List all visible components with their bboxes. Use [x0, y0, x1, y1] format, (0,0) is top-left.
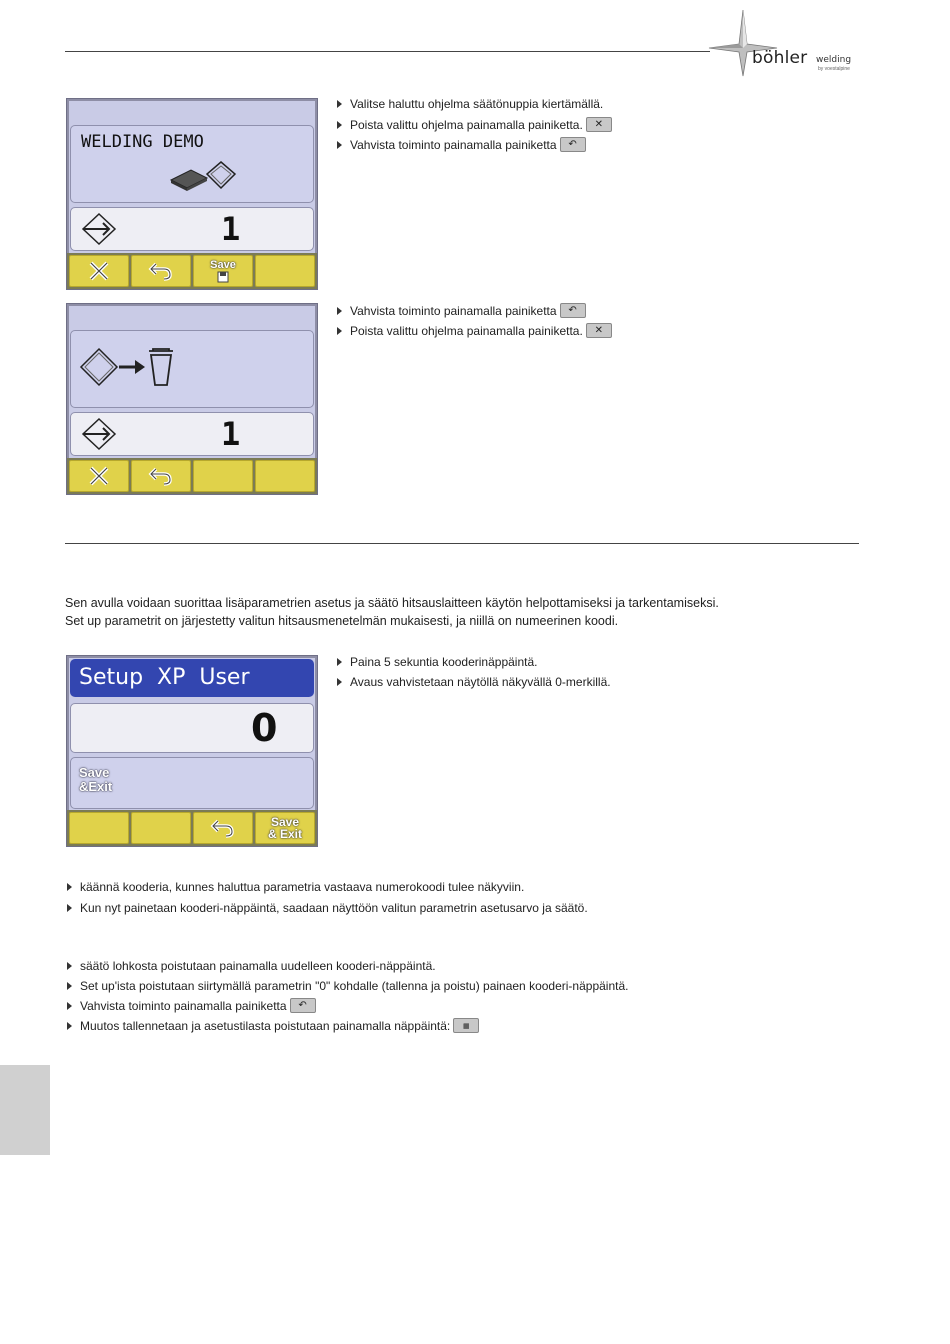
program-number: 1	[221, 210, 241, 248]
section-rule	[65, 543, 859, 544]
list-item: Paina 5 sekuntia kooderinäppäintä.	[335, 655, 537, 669]
softkey-bar	[67, 253, 317, 289]
list-item: Kun nyt painetaan kooderi-näppäintä, saadaan näyttöön valitun parametrin asetusarvo ja säätö.	[65, 901, 588, 915]
recall-arrow-icon	[81, 212, 121, 246]
undo-icon	[148, 465, 174, 487]
brand-tagline: by voestalpine	[818, 66, 850, 72]
list-item: Vahvista toiminto painamalla painiketta ↶	[335, 303, 586, 318]
floppy-icon	[217, 271, 229, 283]
recall-arrow-icon	[81, 417, 121, 451]
softkey-save[interactable]	[193, 255, 253, 287]
list-item: Avaus vahvistetaan näytöllä näkyvällä 0-merkillä.	[335, 675, 611, 689]
setup-title-bar	[70, 659, 314, 697]
softkey-save-exit[interactable]	[255, 812, 315, 844]
softkey-cancel[interactable]	[69, 255, 129, 287]
softkey-cancel[interactable]	[69, 460, 129, 492]
list-item: Muutos tallennetaan ja asetustilasta poistutaan painamalla näppäintä: ▦	[65, 1018, 479, 1033]
softkey-back[interactable]	[131, 460, 191, 492]
delete-to-trash-icon	[79, 345, 179, 391]
setup-value-panel	[70, 703, 314, 753]
save-label: Save	[210, 258, 236, 271]
softkey-bar	[67, 458, 317, 494]
program-number: 1	[221, 415, 241, 453]
softkey-empty[interactable]	[69, 812, 129, 844]
setup-title: Setup XP User	[79, 665, 250, 690]
header-rule	[65, 51, 710, 52]
intro-line: Sen avulla voidaan suorittaa lisäparametrien asetus ja säätö hitsauslaitteen käytön helpottamiseksi ja tarkentamiseksi.	[65, 596, 719, 610]
undo-icon	[148, 260, 174, 282]
brand-sub: welding	[816, 55, 852, 65]
softkey-empty[interactable]	[131, 812, 191, 844]
lcd-screen-setup	[66, 655, 318, 847]
x-icon	[88, 465, 110, 487]
softkey-empty[interactable]	[255, 460, 315, 492]
x-icon	[88, 260, 110, 282]
list-item: Vahvista toiminto painamalla painiketta ↶	[335, 137, 586, 152]
side-tab	[0, 1065, 50, 1155]
save-exit-softkey-label: Save & Exit	[267, 815, 302, 841]
screen-title: WELDING DEMO	[81, 132, 204, 152]
list-item: säätö lohkosta poistutaan painamalla uudelleen kooderi-näppäintä.	[65, 959, 436, 973]
program-number-panel	[70, 207, 314, 251]
softkey-empty[interactable]	[255, 255, 315, 287]
softkey-back[interactable]	[131, 255, 191, 287]
softkey-empty[interactable]	[193, 460, 253, 492]
memory-chip-icon	[169, 160, 241, 194]
softkey-bar	[67, 810, 317, 846]
lcd-screen-program	[66, 98, 318, 290]
save-exit-panel	[70, 757, 314, 809]
list-item: Set up'ista poistutaan siirtymällä parametrin "0" kohdalle (tallenna ja poistu) painaen kooderi-näppäintä.	[65, 979, 628, 993]
undo-button-icon: ↶	[560, 137, 586, 152]
undo-icon	[210, 817, 236, 839]
softkey-back[interactable]	[193, 812, 253, 844]
program-number-panel	[70, 412, 314, 456]
x-button-icon: ✕	[586, 323, 612, 338]
undo-button-icon: ↶	[560, 303, 586, 318]
undo-button-icon: ↶	[290, 998, 316, 1013]
list-item: Valitse haluttu ohjelma säätönuppia kiertämällä.	[335, 97, 603, 111]
intro-line: Set up parametrit on järjestetty valitun hitsausmenetelmän mukaisesti, ja niillä on numeerinen koodi.	[65, 614, 619, 628]
star-logo-icon	[705, 8, 780, 80]
list-item: Vahvista toiminto painamalla painiketta ↶	[65, 998, 316, 1013]
program-name-panel	[70, 125, 314, 203]
lcd-screen-delete	[66, 303, 318, 495]
setup-value: 0	[251, 706, 278, 750]
save-exit-button-icon: ▦	[453, 1018, 479, 1033]
list-item: käännä kooderia, kunnes haluttua parametria vastaava numerokoodi tulee näkyviin.	[65, 880, 524, 894]
list-item: Poista valittu ohjelma painamalla painiketta. ✕	[335, 323, 612, 338]
brand-logo: böhler	[752, 48, 808, 68]
list-item: Poista valittu ohjelma painamalla painiketta. ✕	[335, 117, 612, 132]
save-exit-label: Save &Exit	[79, 765, 113, 794]
x-button-icon: ✕	[586, 117, 612, 132]
delete-panel	[70, 330, 314, 408]
